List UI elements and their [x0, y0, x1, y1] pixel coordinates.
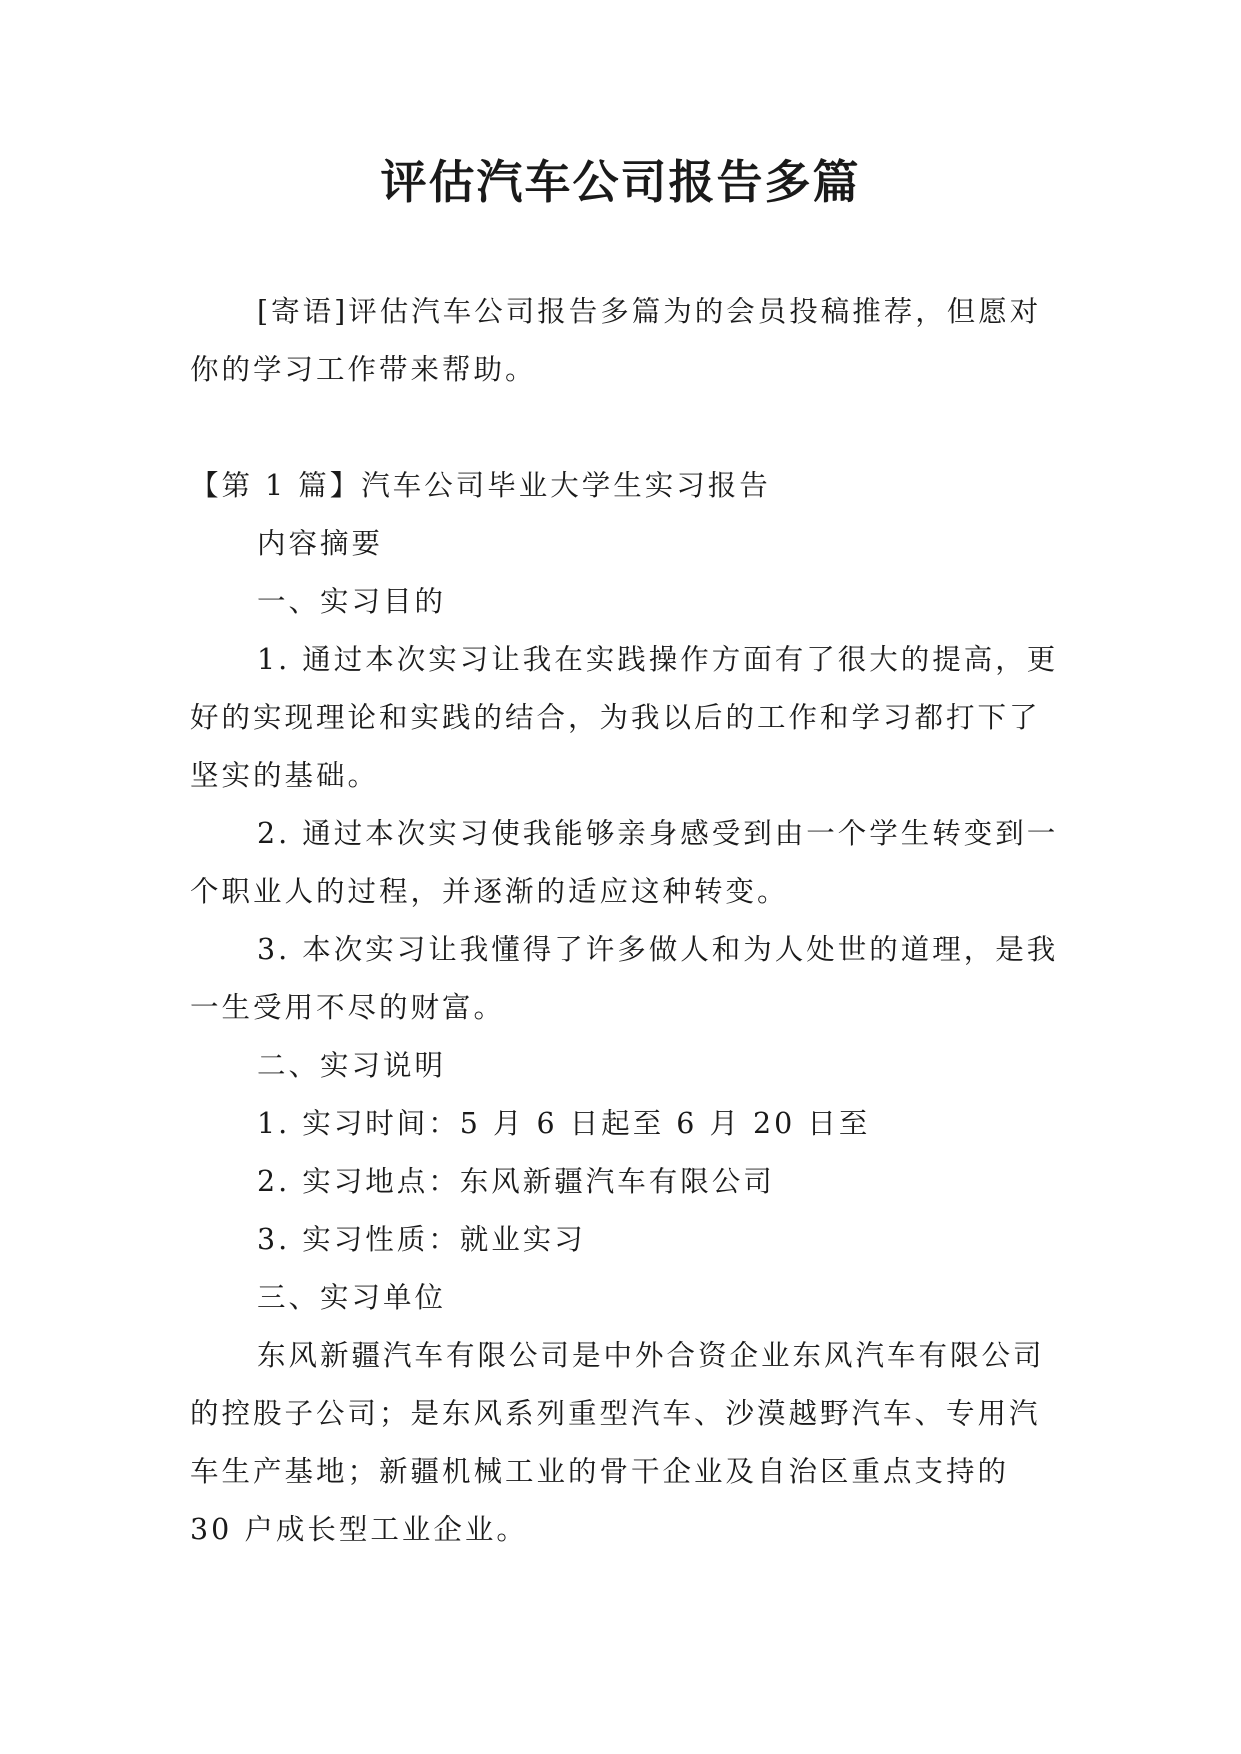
purpose-item-1: 1. 通过本次实习让我在实践操作方面有了很大的提高，更好的实现理论和实践的结合，为我以后的工作和学习都打下了坚实的基础。 — [190, 643, 1059, 792]
section-heading-purpose: 一、实习目的 — [257, 585, 447, 618]
info-item-nature: 3. 实习性质：就业实习 — [257, 1223, 586, 1256]
article-heading: 【第 1 篇】汽车公司毕业大学生实习报告 — [190, 469, 771, 502]
intro-paragraph: [寄语]评估汽车公司报告多篇为的会员投稿推荐，但愿对你的学习工作带来帮助。 — [190, 295, 1042, 386]
info-item-time: 1. 实习时间：5 月 6 日起至 6 月 20 日至 — [257, 1107, 871, 1140]
purpose-item-3: 3. 本次实习让我懂得了许多做人和为人处世的道理，是我一生受用不尽的财富。 — [190, 933, 1059, 1024]
company-description: 东风新疆汽车有限公司是中外合资企业东风汽车有限公司的控股子公司；是东风系列重型汽车、沙漠越野汽车、专用汽车生产基地；新疆机械工业的骨干企业及自治区重点支持的 30 户成长型工业企业。 — [190, 1339, 1045, 1546]
document-body — [190, 283, 1060, 1559]
summary-label: 内容摘要 — [257, 527, 384, 560]
info-item-location: 2. 实习地点：东风新疆汽车有限公司 — [257, 1165, 775, 1198]
purpose-item-2: 2. 通过本次实习使我能够亲身感受到由一个学生转变到一个职业人的过程，并逐渐的适应这种转变。 — [190, 817, 1059, 908]
section-heading-unit: 三、实习单位 — [257, 1281, 447, 1314]
section-heading-description: 二、实习说明 — [257, 1049, 447, 1082]
document-title: 评估汽车公司报告多篇 — [380, 155, 861, 209]
